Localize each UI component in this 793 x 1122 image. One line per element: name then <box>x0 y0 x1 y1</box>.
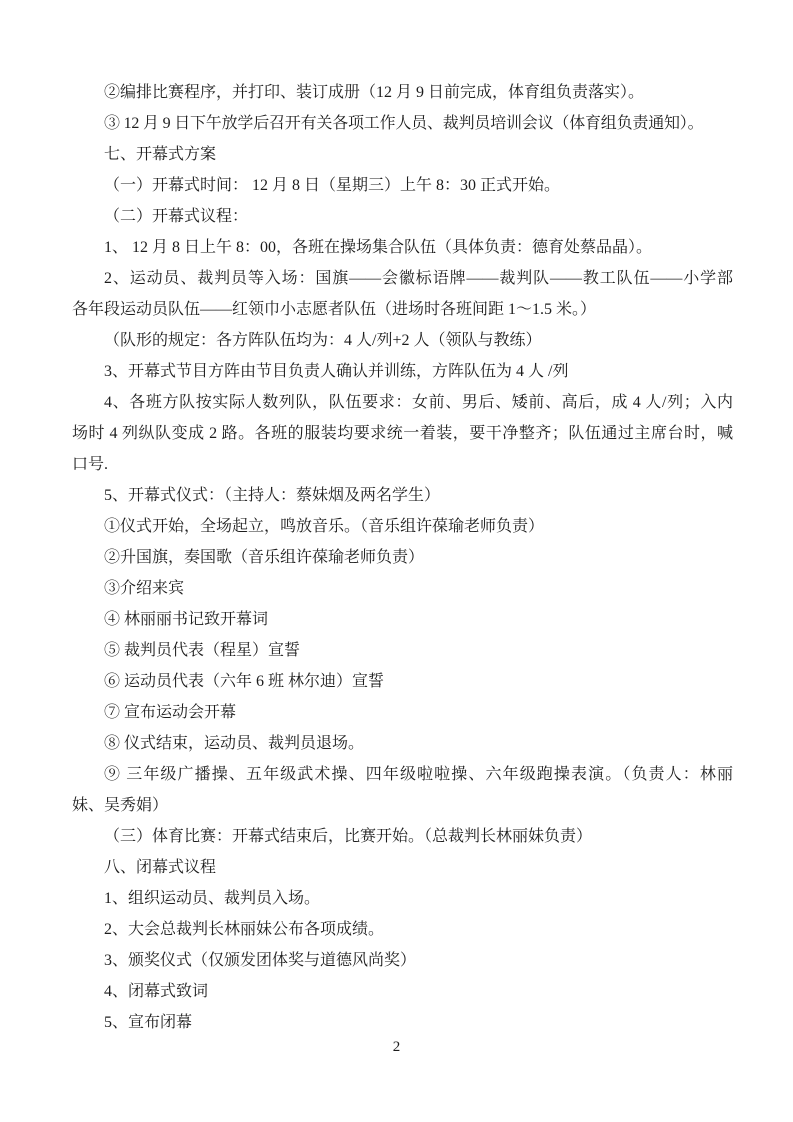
text-line: ②升国旗，奏国歌（音乐组许葆瑜老师负责） <box>104 549 425 566</box>
text-line: ③介绍来宾 <box>104 580 185 597</box>
section-heading: 八、闭幕式议程 <box>104 859 217 876</box>
section-heading: 七、开幕式方案 <box>104 146 217 163</box>
text-line: ⑤ 裁判员代表（程星）宣誓 <box>104 642 301 659</box>
text-line: ④ 林丽丽书记致开幕词 <box>104 611 269 628</box>
text-line: 2、运动员、裁判员等入场：国旗——会徽标语牌——裁判队——教工队伍——小学部 <box>104 270 733 287</box>
text-line: 1、组织运动员、裁判员入场。 <box>104 890 321 907</box>
text-line: 4、各班方队按实际人数列队，队伍要求：女前、男后、矮前、高后，成 4 人/列；入内 <box>104 394 733 411</box>
text-line: （二）开幕式议程： <box>104 208 249 225</box>
text-line: 3、开幕式节目方阵由节目负责人确认并训练，方阵队伍为 4 人 /列 <box>104 363 569 380</box>
text-line: ①仪式开始，全场起立，鸣放音乐。（音乐组许葆瑜老师负责） <box>104 518 545 535</box>
text-line: ⑦ 宣布运动会开幕 <box>104 704 237 721</box>
text-line: （一）开幕式时间： 12 月 8 日（星期三）上午 8：30 正式开始。 <box>104 177 561 194</box>
text-line: 5、宣布闭幕 <box>104 1014 193 1031</box>
text-line: ③ 12 月 9 日下午放学后召开有关各项工作人员、裁判员培训会议（体育组负责通知）。 <box>104 115 704 132</box>
text-line: （队形的规定：各方阵队伍均为：4 人/列+2 人（领队与教练） <box>104 332 542 349</box>
text-line: 场时 4 列纵队变成 2 路。各班的服装均要求统一着装，要干净整齐；队伍通过主席台时，喊 <box>72 425 733 442</box>
text-line: ⑨ 三年级广播操、五年级武术操、四年级啦啦操、六年级跑操表演。（负责人：林丽 <box>104 766 733 783</box>
text-line: 妹、吴秀娟） <box>72 797 169 814</box>
page-number: 2 <box>392 1039 401 1055</box>
text-line: 2、大会总裁判长林丽妹公布各项成绩。 <box>104 921 385 938</box>
text-line: （三）体育比赛：开幕式结束后，比赛开始。（总裁判长林丽妹负责） <box>104 828 593 845</box>
text-line: ⑧ 仪式结束，运动员、裁判员退场。 <box>104 735 365 752</box>
text-line: 5、开幕式仪式：（主持人：蔡妹烟及两名学生） <box>104 487 441 504</box>
text-line: ⑥ 运动员代表（六年 6 班 林尔迪）宣誓 <box>104 673 385 690</box>
text-line: 1、 12 月 8 日上午 8：00，各班在操场集合队伍（具体负责：德育处蔡品晶）。 <box>104 239 653 256</box>
text-line: 各年段运动员队伍——红领巾小志愿者队伍（进场时各班间距 1～1.5 米。） <box>72 301 597 318</box>
text-line: ②编排比赛程序，并打印、装订成册（12 月 9 日前完成，体育组负责落实）。 <box>104 84 645 101</box>
text-line: 口号. <box>72 456 109 473</box>
document-body <box>72 77 733 1038</box>
text-line: 4、闭幕式致词 <box>104 983 209 1000</box>
page-footer <box>0 1037 793 1057</box>
text-line: 3、颁奖仪式（仅颁发团体奖与道德风尚奖） <box>104 952 417 969</box>
